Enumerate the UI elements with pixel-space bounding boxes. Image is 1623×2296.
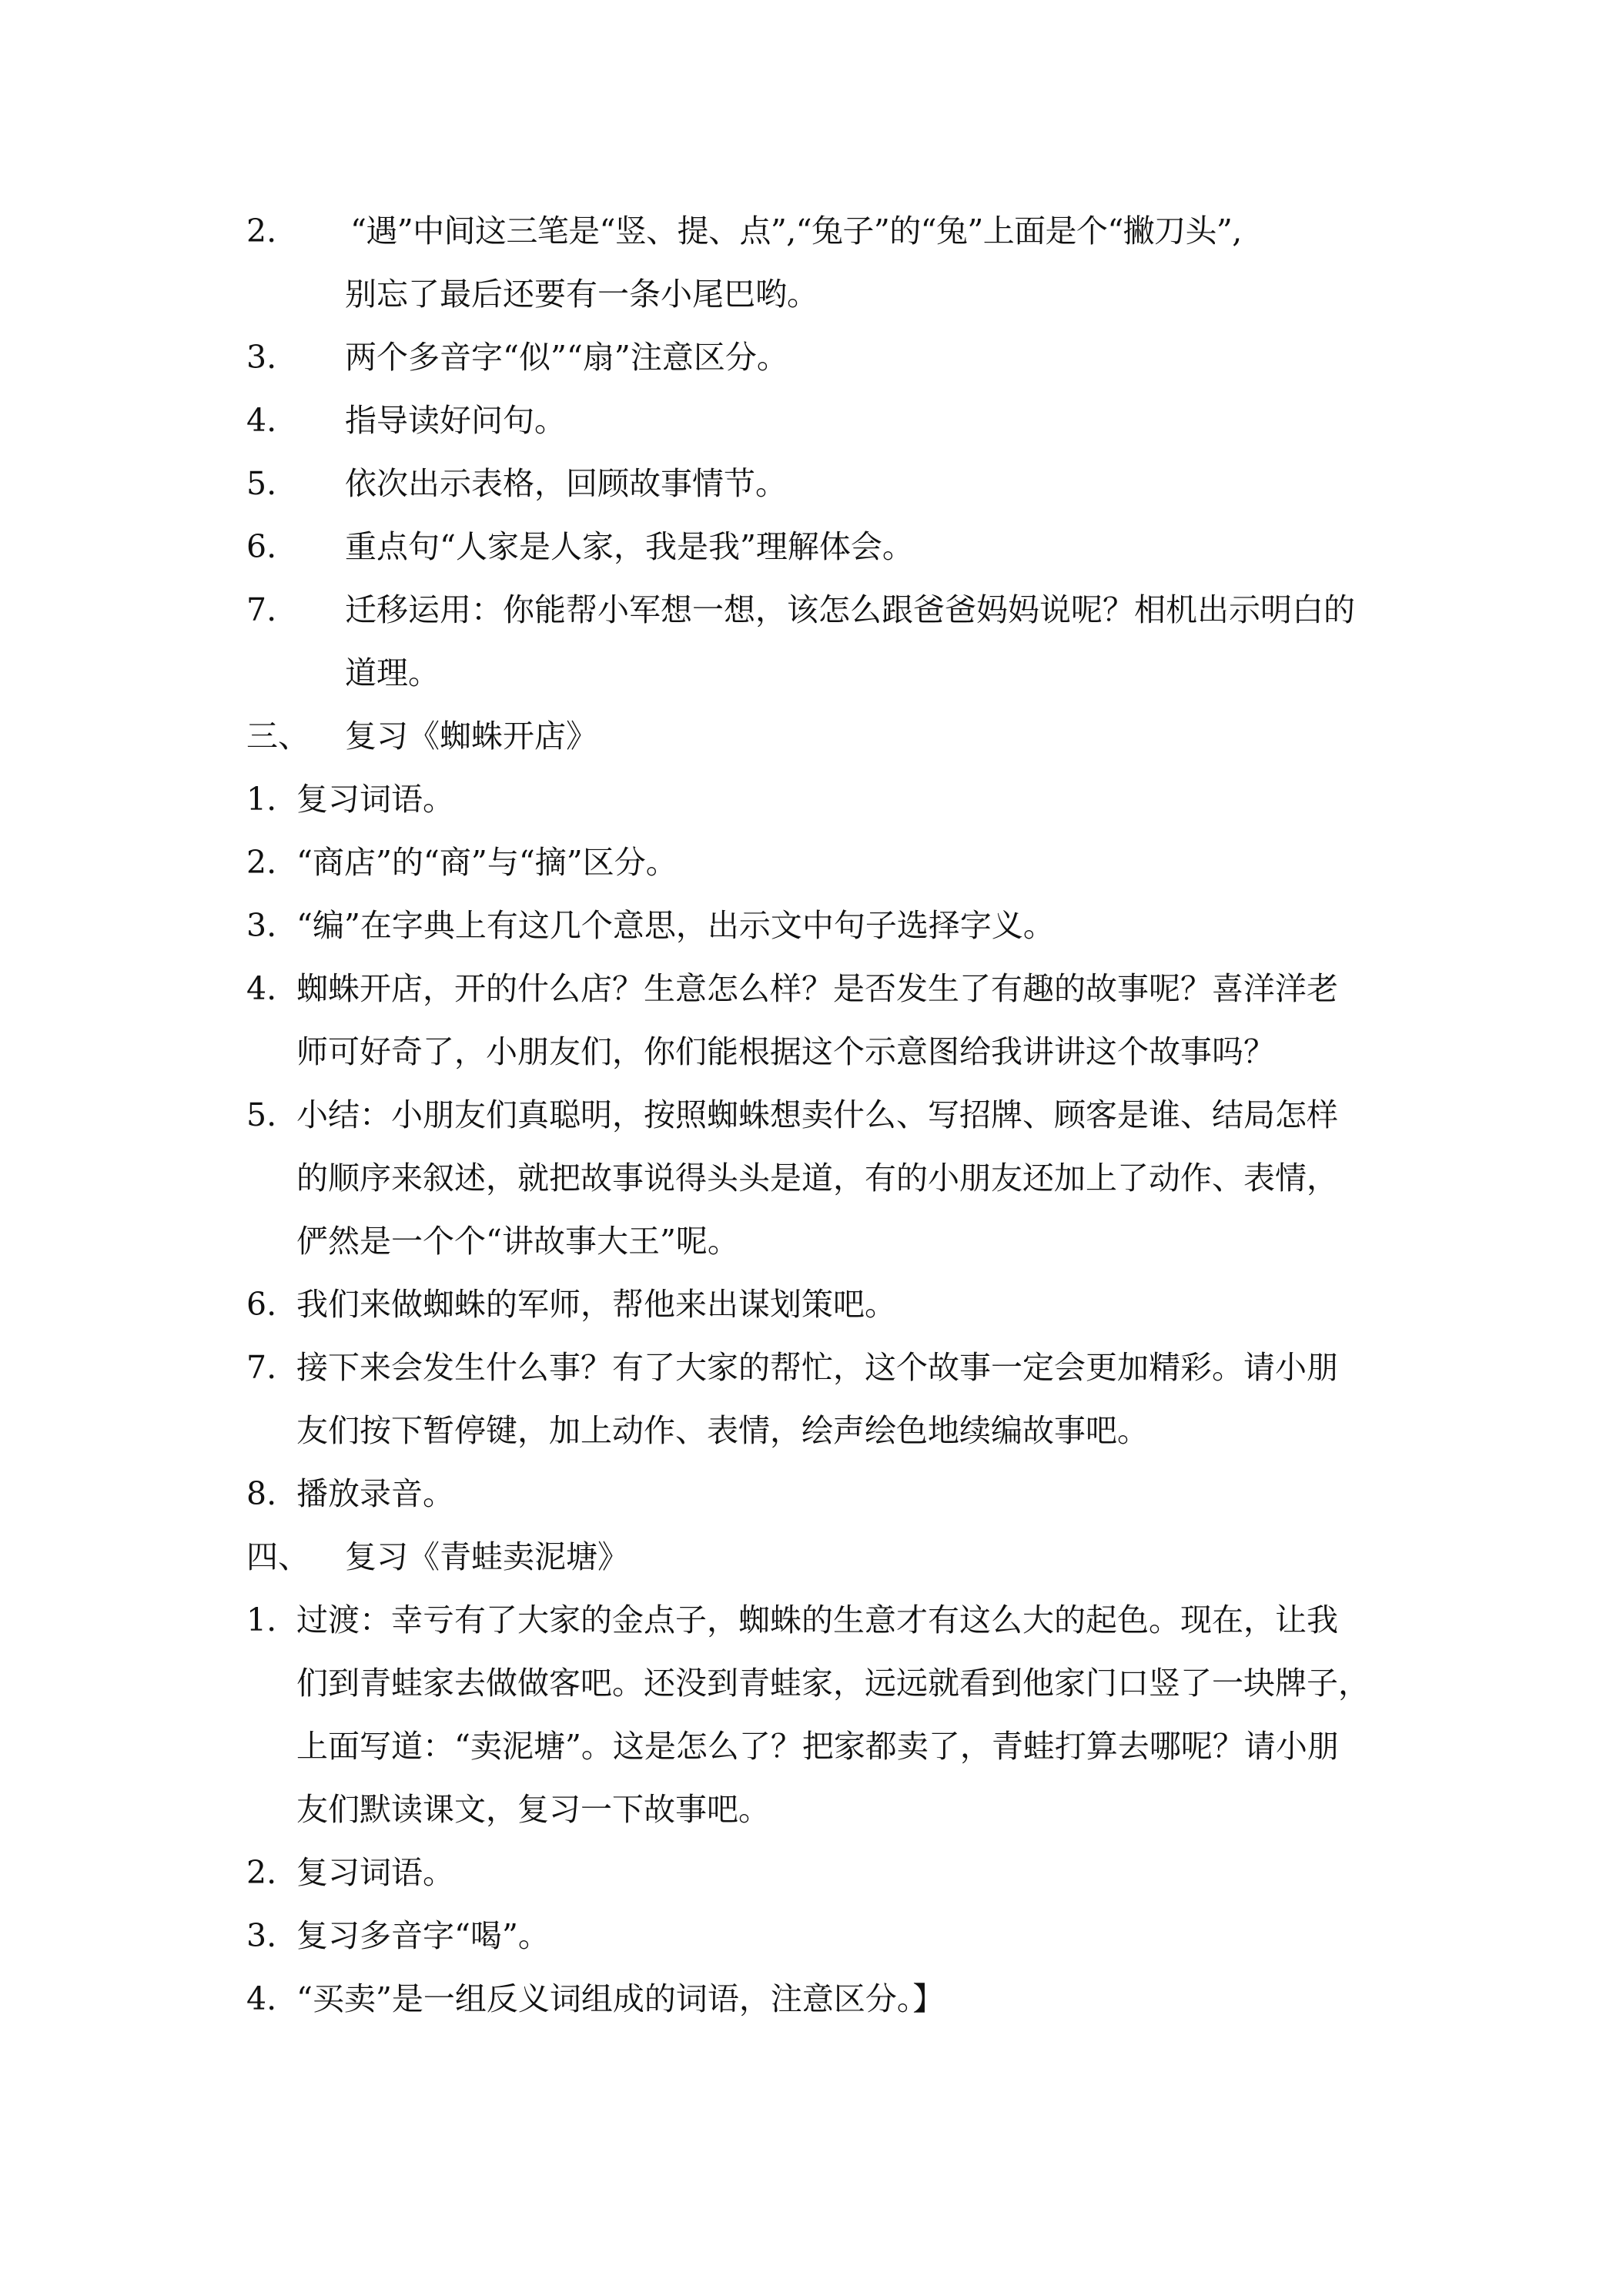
section-number: 四、 [246,1538,310,1575]
list-item [0,1841,1623,1904]
item-text: 两个多音字“似”“扇”注意区分。 [345,339,788,376]
item-text: 迁移运用：你能帮小军想一想，该怎么跟爸爸妈妈说呢？相机出示明白的 [345,591,1355,628]
list-item-continuation [0,1399,1623,1462]
item-text: “商店”的“商”与“摘”区分。 [296,844,678,881]
item-text: “编”在字典上有这几个意思，出示文中句子选择字义。 [296,907,1055,944]
section-heading [0,705,1623,768]
list-item-continuation [0,1146,1623,1210]
list-item [0,831,1623,894]
item-text: 接下来会发生什么事？有了大家的帮忙，这个故事一定会更加精彩。请小朋 [296,1349,1338,1386]
item-number: 6. [246,528,277,565]
item-text: 俨然是一个个“讲故事大王”呢。 [296,1223,739,1260]
list-item [0,894,1623,957]
item-text: “买卖”是一组反义词组成的词语，注意区分。】 [296,1980,945,2017]
item-number: 3. [246,1917,277,1954]
list-item-continuation [0,1652,1623,1715]
item-text: 师可好奇了，小朋友们，你们能根据这个示意图给我讲讲这个故事吗？ [296,1033,1275,1070]
list-item-continuation [0,1778,1623,1841]
list-item [0,389,1623,452]
item-number: 5. [246,1096,277,1133]
item-text: 重点句“人家是人家，我是我”理解体会。 [345,528,914,565]
section-number: 三、 [246,718,310,755]
list-item [0,1967,1623,2030]
item-number: 5. [246,465,277,502]
item-text: 播放录音。 [296,1475,454,1512]
item-number: 3. [246,339,277,376]
list-item [0,452,1623,515]
list-item-continuation [0,1210,1623,1273]
list-item-continuation [0,1020,1623,1083]
item-text: 复习词语。 [296,1854,454,1891]
list-item [0,1273,1623,1336]
item-number: 1. [246,781,277,818]
item-text: 小结：小朋友们真聪明，按照蜘蛛想卖什么、写招牌、顾客是谁、结局怎样 [296,1096,1338,1133]
item-text: “遇”中间这三笔是“竖、提、点”,“兔子”的“兔”上面是个“撇刀头”, [350,213,1242,249]
list-item [0,768,1623,831]
item-text: 蜘蛛开店，开的什么店？生意怎么样？是否发生了有趣的故事呢？喜洋洋老 [296,970,1338,1007]
item-text: 的顺序来叙述，就把故事说得头头是道，有的小朋友还加上了动作、表情， [296,1160,1338,1197]
list-item [0,1462,1623,1525]
item-number: 7. [246,1349,277,1386]
item-number: 2. [246,213,277,249]
list-item [0,578,1623,641]
item-text: 上面写道：“卖泥塘”。这是怎么了？把家都卖了，青蛙打算去哪呢？请小朋 [296,1728,1339,1765]
section-title: 复习《蜘蛛开店》 [345,718,597,755]
list-item [0,1588,1623,1652]
item-text: 复习多音字“喝”。 [296,1917,550,1954]
item-number: 4. [246,402,277,439]
item-text: 友们按下暂停键，加上动作、表情，绘声绘色地续编故事吧。 [296,1412,1149,1449]
item-number: 8. [246,1475,277,1512]
item-text: 过渡：幸亏有了大家的金点子，蜘蛛的生意才有这么大的起色。现在，让我 [296,1602,1338,1638]
item-text: 别忘了最后还要有一条小尾巴哟。 [345,276,818,313]
list-item [0,1336,1623,1399]
list-item [0,199,1623,263]
section-title: 复习《青蛙卖泥塘》 [345,1538,629,1575]
item-text: 复习词语。 [296,781,454,818]
item-text: 道理。 [345,654,440,691]
list-item-continuation [0,263,1623,326]
item-number: 1. [246,1602,277,1638]
list-item [0,1083,1623,1146]
section-heading [0,1525,1623,1588]
item-number: 2. [246,844,277,881]
list-item [0,957,1623,1020]
item-text: 友们默读课文，复习一下故事吧。 [296,1791,770,1828]
item-number: 3. [246,907,277,944]
list-item [0,1904,1623,1967]
item-text: 依次出示表格，回顾故事情节。 [345,465,787,502]
item-number: 4. [246,970,277,1007]
list-item [0,326,1623,389]
item-text: 们到青蛙家去做做客吧。还没到青蛙家，远远就看到他家门口竖了一块牌子， [296,1665,1370,1702]
item-number: 4. [246,1980,277,2017]
item-number: 7. [246,591,277,628]
item-text: 我们来做蜘蛛的军师，帮他来出谋划策吧。 [296,1286,896,1323]
item-number: 2. [246,1854,277,1891]
list-item [0,515,1623,578]
item-text: 指导读好问句。 [345,402,566,439]
item-number: 6. [246,1286,277,1323]
list-item-continuation [0,641,1623,705]
list-item-continuation [0,1715,1623,1778]
